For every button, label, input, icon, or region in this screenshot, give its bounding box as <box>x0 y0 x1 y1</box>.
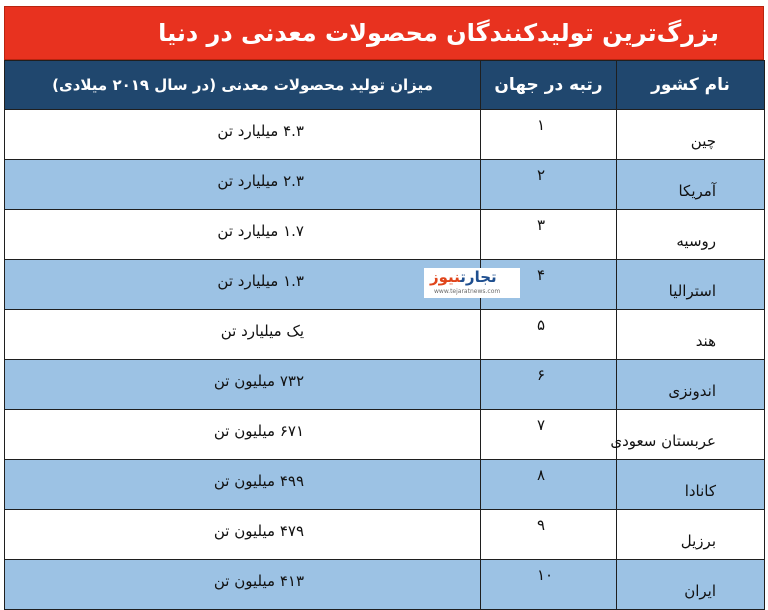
table-row <box>5 110 765 160</box>
amount-value: ۴۷۹ میلیون تن <box>213 522 304 540</box>
rank-cell <box>481 160 617 210</box>
logo-wordmark <box>430 268 497 286</box>
rank-cell <box>481 560 617 610</box>
rank-cell <box>481 360 617 410</box>
table-row <box>5 360 765 410</box>
table-row <box>5 510 765 560</box>
header-country: نام کشور <box>617 61 765 110</box>
rank-cell <box>481 510 617 560</box>
country-cell <box>617 110 765 160</box>
logo-text-part2: نیوز <box>430 268 461 286</box>
tejarat-news-logo <box>424 268 520 298</box>
country-cell <box>617 160 765 210</box>
country-name: استرالیا <box>668 282 716 300</box>
amount-value: ۷۳۲ میلیون تن <box>213 372 304 390</box>
country-cell <box>617 310 765 360</box>
rank-value: ۱ <box>537 116 546 134</box>
country-name: کانادا <box>684 482 716 500</box>
country-name: اندونزی <box>668 382 716 400</box>
country-name: ایران <box>684 582 716 600</box>
rank-value: ۶ <box>537 366 546 384</box>
country-name: آمریکا <box>678 182 716 200</box>
country-cell <box>617 560 765 610</box>
page-title: بزرگ‌ترین تولیدکنندگان محصولات معدنی در دنیا <box>4 6 764 60</box>
amount-value: ۴۱۳ میلیون تن <box>213 572 304 590</box>
rank-value: ۹ <box>537 516 546 534</box>
rank-cell <box>481 410 617 460</box>
amount-cell <box>5 310 481 360</box>
amount-value: ۴.۳ میلیارد تن <box>217 122 304 140</box>
rank-value: ۲ <box>537 166 546 184</box>
logo-text-part1: تجارت <box>460 268 497 286</box>
header-rank: رتبه در جهان <box>481 61 617 110</box>
amount-value: ۱.۷ میلیارد تن <box>217 222 304 240</box>
rank-value: ۳ <box>537 216 546 234</box>
country-cell <box>617 360 765 410</box>
amount-cell <box>5 210 481 260</box>
amount-cell <box>5 560 481 610</box>
country-name: برزیل <box>680 532 716 550</box>
logo-url: www.tejaratnews.com <box>434 288 501 295</box>
country-cell <box>617 210 765 260</box>
rank-value: ۴ <box>537 266 546 284</box>
table-row <box>5 160 765 210</box>
amount-cell <box>5 110 481 160</box>
country-cell <box>610 410 765 460</box>
rank-cell <box>481 460 617 510</box>
country-cell <box>617 510 765 560</box>
rank-cell <box>481 210 617 260</box>
rank-value: ۱۰ <box>537 566 554 584</box>
header-amount: میزان تولید محصولات معدنی (در سال ۲۰۱۹ میلادی) <box>5 61 481 110</box>
country-cell <box>617 260 765 310</box>
table-row <box>5 410 765 460</box>
amount-cell <box>5 510 481 560</box>
country-cell <box>617 460 765 510</box>
amount-cell <box>5 460 481 510</box>
amount-cell <box>5 410 481 460</box>
table-row <box>5 460 765 510</box>
country-name: عربستان سعودی <box>610 432 716 450</box>
rank-cell <box>481 310 617 360</box>
header-row <box>5 61 765 110</box>
rank-cell <box>481 110 617 160</box>
amount-cell <box>5 360 481 410</box>
rank-value: ۷ <box>537 416 546 434</box>
amount-value: ۱.۳ میلیارد تن <box>217 272 304 290</box>
producers-table <box>4 60 765 610</box>
amount-value: یک میلیارد تن <box>220 322 304 340</box>
amount-value: ۶۷۱ میلیون تن <box>213 422 304 440</box>
rank-value: ۵ <box>537 316 546 334</box>
country-name: هند <box>695 332 716 350</box>
amount-cell <box>5 260 481 310</box>
amount-cell <box>5 160 481 210</box>
table-row <box>5 260 765 310</box>
amount-value: ۴۹۹ میلیون تن <box>213 472 304 490</box>
country-name: روسیه <box>676 232 716 250</box>
rank-value: ۸ <box>537 466 546 484</box>
table-row <box>5 210 765 260</box>
table-row <box>5 310 765 360</box>
table-row <box>5 560 765 610</box>
country-name: چین <box>690 132 716 150</box>
amount-value: ۲.۳ میلیارد تن <box>217 172 304 190</box>
